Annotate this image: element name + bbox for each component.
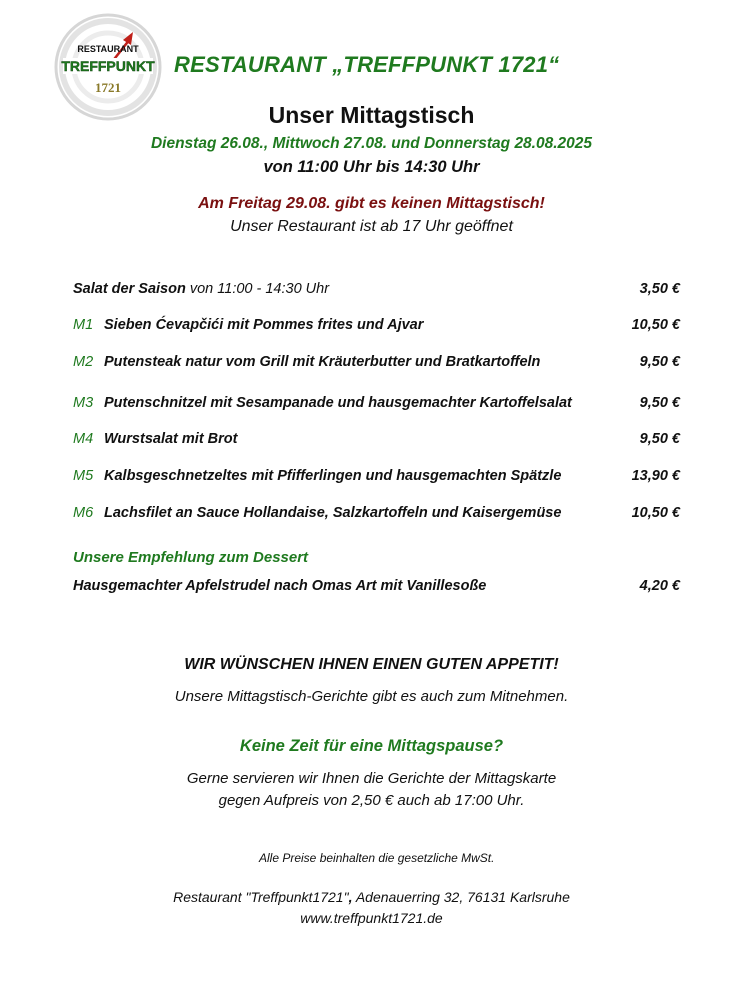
menu-price: 10,50 €	[631, 317, 680, 333]
menu-code: M1	[73, 317, 94, 333]
dessert-row	[73, 578, 680, 600]
menu-item	[73, 505, 680, 527]
menu-price: 10,50 €	[631, 505, 680, 521]
menu-price: 9,50 €	[639, 395, 680, 411]
menu-code: M4	[73, 431, 94, 447]
menu-name: Putenschnitzel mit Sesampanade und hausgemachter Kartoffelsalat	[104, 395, 572, 411]
menu-name: Wurstsalat mit Brot	[104, 431, 238, 447]
salad-time: von 11:00 - 14:30 Uhr	[185, 281, 330, 297]
menu-item	[73, 431, 680, 453]
no-time-heading: Keine Zeit für eine Mittagspause?	[239, 737, 504, 755]
restaurant-title: RESTAURANT „TREFFPUNKT 1721“	[174, 52, 560, 77]
address-street: Adenauerring 32, 76131 Karlsruhe	[352, 889, 570, 905]
menu-name: Putensteak natur vom Grill mit Kräuterbutter und Bratkartoffeln	[104, 354, 541, 370]
menu-name: Lachsfilet an Sauce Hollandaise, Salzkartoffeln und Kaisergemüse	[104, 505, 562, 521]
menu-item	[73, 317, 680, 339]
address-separator: ,	[348, 889, 353, 905]
salad-name: Salat der Saison	[73, 281, 186, 297]
salad-row	[73, 281, 680, 303]
page-title: Unser Mittagstisch	[268, 102, 475, 128]
dessert-name: Hausgemachter Apfelstrudel nach Omas Art mit Vanillesoße	[73, 578, 487, 594]
menu-name: Kalbsgeschnetzeltes mit Pfifferlingen und hausgemachten Spätzle	[104, 468, 562, 484]
salad-price: 3,50 €	[639, 281, 680, 297]
menu-code: M6	[73, 505, 94, 521]
friday-notice: Am Freitag 29.08. gibt es keinen Mittagstisch!	[198, 195, 545, 212]
serve-note-line1: Gerne servieren wir Ihnen die Gerichte der Mittagskarte	[186, 770, 557, 787]
menu-code: M2	[73, 354, 94, 370]
takeaway-note: Unsere Mittagstisch-Gerichte gibt es auch zum Mitnehmen.	[174, 688, 569, 705]
menu-code: M5	[73, 468, 94, 484]
menu-price: 13,90 €	[631, 468, 680, 484]
lunch-hours: von 11:00 Uhr bis 14:30 Uhr	[263, 158, 480, 176]
menu-price: 9,50 €	[639, 354, 680, 370]
logo-top-text: RESTAURANT	[77, 44, 139, 54]
vat-note: Alle Preise beinhalten die gesetzliche MwSt.	[259, 851, 495, 865]
menu-code: M3	[73, 395, 94, 411]
address-name: Restaurant "Treffpunkt1721"	[173, 889, 349, 905]
menu-name: Sieben Ćevapčići mit Pommes frites und Ajvar	[104, 317, 424, 333]
logo-year-text: 1721	[95, 80, 121, 95]
opening-notice: Unser Restaurant ist ab 17 Uhr geöffnet	[230, 218, 513, 235]
website-link[interactable]: www.treffpunkt1721.de	[300, 910, 443, 926]
menu-item	[73, 468, 680, 490]
serve-note-line2: gegen Aufpreis von 2,50 € auch ab 17:00 Uhr.	[218, 792, 525, 809]
menu-item	[73, 395, 680, 417]
menu-item	[73, 354, 680, 376]
menu-price: 9,50 €	[639, 431, 680, 447]
logo-mid-text: TREFFPUNKT	[61, 58, 155, 74]
lunch-dates: Dienstag 26.08., Mittwoch 27.08. und Donnerstag 28.08.2025	[150, 135, 593, 152]
dessert-price: 4,20 €	[639, 578, 680, 594]
dessert-heading: Unsere Empfehlung zum Dessert	[73, 549, 309, 566]
address	[0, 889, 743, 905]
appetit-heading: WIR WÜNSCHEN IHNEN EINEN GUTEN APPETIT!	[184, 656, 559, 673]
